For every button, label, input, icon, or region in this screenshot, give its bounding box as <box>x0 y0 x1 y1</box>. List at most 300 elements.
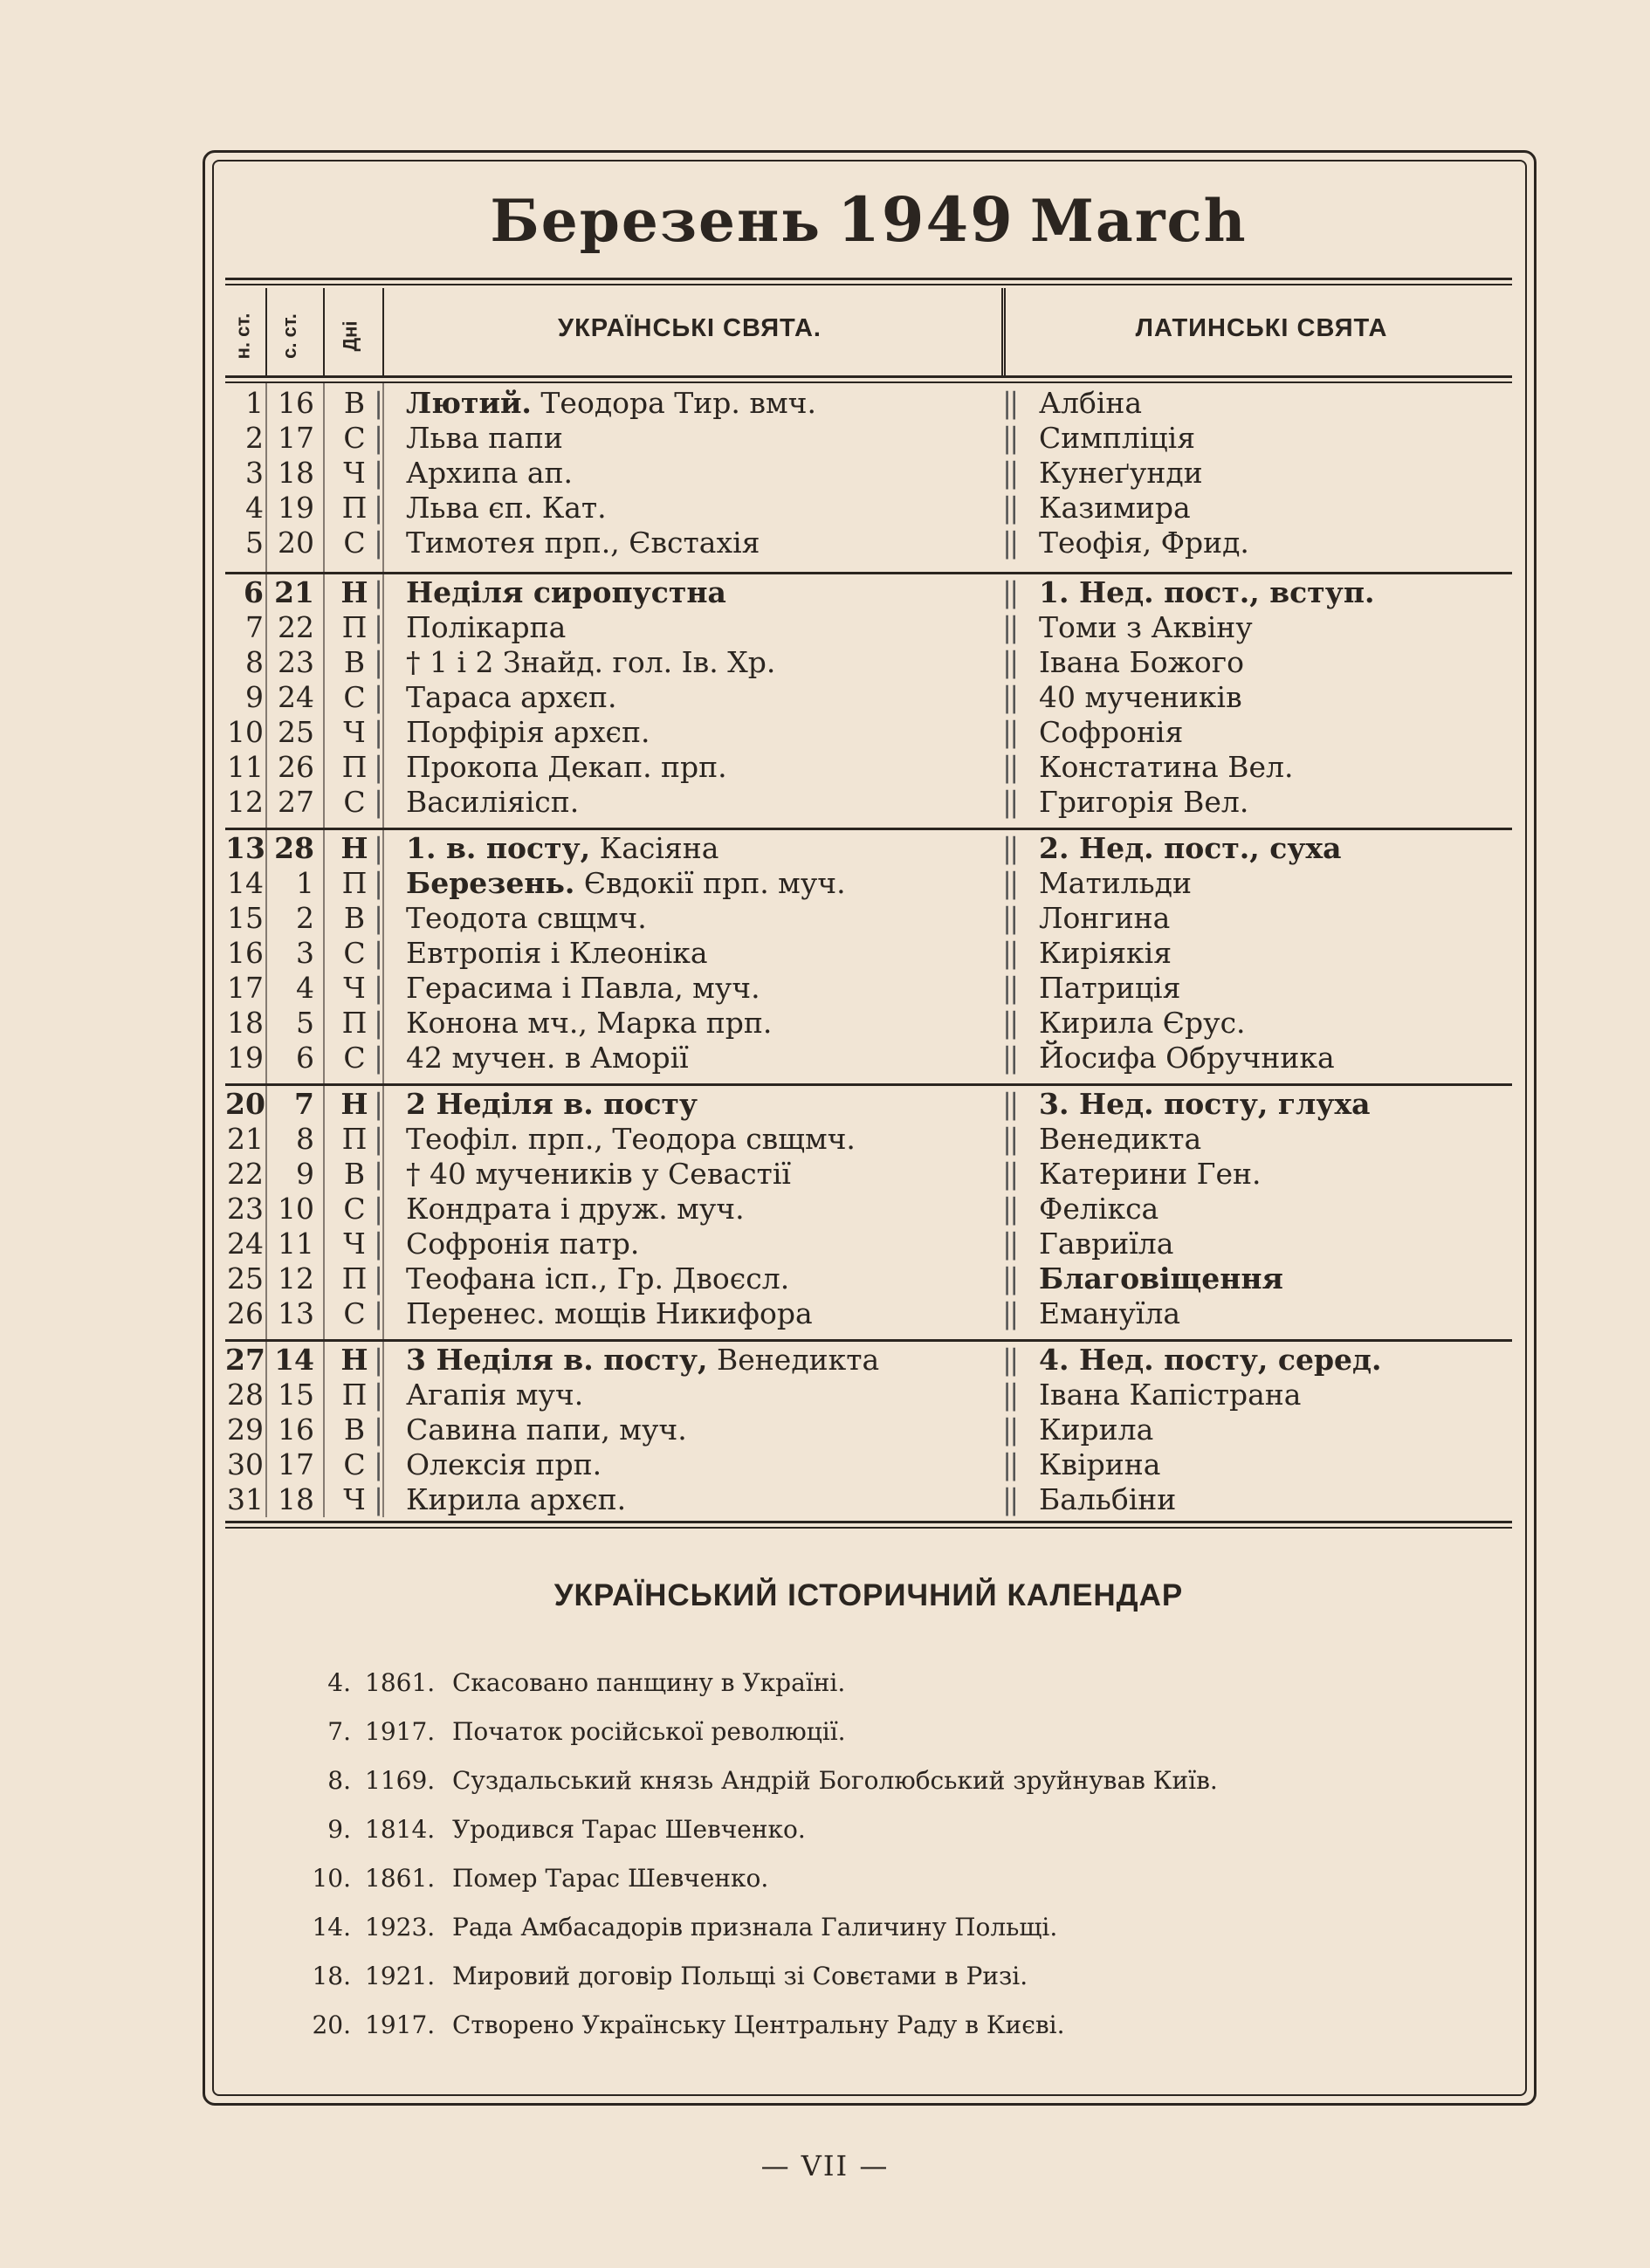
column-divider: | <box>374 971 384 1005</box>
column-divider: | <box>374 575 384 609</box>
table-row <box>225 971 1512 1006</box>
old-style-date: 10 <box>278 1192 314 1226</box>
old-style-date: 25 <box>278 715 314 749</box>
latin-holiday: Констатина Вел. <box>1039 750 1294 784</box>
latin-holiday: Киріякія <box>1039 936 1172 970</box>
latin-holiday: 4. Нед. посту, серед. <box>1039 1343 1382 1377</box>
column-divider: | <box>374 386 384 420</box>
weekday: Ч <box>343 1482 366 1516</box>
column-rule <box>265 382 267 1517</box>
latin-holiday: Івана Капістрана <box>1039 1378 1302 1412</box>
history-text: Суздальський князь Андрій Боголюбський зруйнував Київ. <box>452 1766 1218 1795</box>
old-style-date: 16 <box>278 1412 314 1447</box>
history-text: Уродився Тарас Шевченко. <box>452 1815 806 1844</box>
column-divider: | <box>374 715 384 749</box>
new-style-date: 3 <box>245 456 264 490</box>
weekday: В <box>343 901 366 935</box>
column-divider: | <box>374 866 384 900</box>
table-row <box>225 575 1512 610</box>
latin-holiday: Квірина <box>1039 1447 1161 1481</box>
new-style-date: 15 <box>227 901 264 935</box>
ukrainian-holiday: Кондрата і друж. муч. <box>406 1192 745 1226</box>
column-divider: | <box>374 750 384 784</box>
week-separator <box>225 1339 1512 1342</box>
weekday: В <box>343 1412 366 1447</box>
title-month-en: March <box>1029 187 1248 255</box>
latin-holiday: Григорія Вел. <box>1039 785 1249 819</box>
ukrainian-holiday: Неділя сиропустна <box>406 575 726 609</box>
history-item <box>297 1666 1475 1701</box>
table-row <box>225 1378 1512 1412</box>
column-divider: | <box>374 1296 384 1330</box>
history-text: Рада Амбасадорів признала Галичину Польщі. <box>452 1913 1058 1942</box>
latin-holiday: Йосифа Обручника <box>1039 1041 1335 1075</box>
ukrainian-holiday: 42 мучен. в Аморії <box>406 1041 689 1075</box>
column-divider: || <box>1002 1157 1017 1191</box>
new-style-date: 27 <box>225 1343 265 1377</box>
ukrainian-holiday: Тимотея прп., Євстахія <box>406 526 760 560</box>
header-divider <box>265 288 267 375</box>
ukrainian-holiday: Софронія патр. <box>406 1227 640 1261</box>
ukrainian-holiday: Тараса архєп. <box>406 680 617 714</box>
latin-holiday: Івана Божого <box>1039 645 1244 679</box>
table-row <box>225 1041 1512 1076</box>
latin-holiday: Софронія <box>1039 715 1184 749</box>
history-year: 1917. <box>365 1717 436 1746</box>
history-item <box>297 1959 1475 1994</box>
new-style-date: 4 <box>245 491 264 525</box>
ukrainian-holiday: Березень. Євдокії прп. муч. <box>406 866 846 900</box>
latin-holiday: Томи з Аквіну <box>1039 610 1253 644</box>
weekday: П <box>341 866 368 900</box>
table-row <box>225 1227 1512 1261</box>
title-year: 1949 <box>837 183 1014 256</box>
latin-holiday: Гавриїла <box>1039 1227 1174 1261</box>
column-divider: || <box>1002 1122 1017 1156</box>
column-divider: || <box>1002 491 1017 525</box>
ukrainian-holiday: † 40 мучеників у Севастії <box>406 1157 791 1191</box>
column-divider: | <box>374 1261 384 1296</box>
old-style-date: 18 <box>278 1482 314 1516</box>
column-divider: | <box>374 680 384 714</box>
column-divider: || <box>1002 1261 1017 1296</box>
column-divider: || <box>1002 1378 1017 1412</box>
new-style-date: 22 <box>227 1157 264 1191</box>
table-bottom-rule <box>225 1521 1512 1529</box>
table-row <box>225 610 1512 645</box>
ukrainian-holiday: Льва папи <box>406 421 563 455</box>
new-style-date: 1 <box>245 386 264 420</box>
history-title: УКРАЇНСЬКИЙ ІСТОРИЧНИЙ КАЛЕНДАР <box>553 1578 1184 1612</box>
ukrainian-holiday: Кирила архєп. <box>406 1482 627 1516</box>
weekday: Ч <box>343 1227 366 1261</box>
column-divider: | <box>374 645 384 679</box>
column-divider: | <box>374 901 384 935</box>
ukrainian-holiday: Савина папи, муч. <box>406 1412 687 1447</box>
column-divider: | <box>374 1041 384 1075</box>
weekday: Ч <box>343 456 366 490</box>
weekday: П <box>341 1378 368 1412</box>
history-year: 1814. <box>365 1815 436 1844</box>
column-divider: || <box>1002 1447 1017 1481</box>
table-row <box>225 456 1512 491</box>
latin-holiday: Албіна <box>1039 386 1143 420</box>
table-row <box>225 901 1512 936</box>
table-row <box>225 386 1512 421</box>
latin-holiday: Кирила <box>1039 1412 1154 1447</box>
new-style-date: 7 <box>245 610 264 644</box>
column-divider: | <box>374 936 384 970</box>
history-text: Скасовано панщину в Україні. <box>452 1668 846 1697</box>
new-style-date: 8 <box>245 645 264 679</box>
history-year: 1921. <box>365 1962 436 1990</box>
history-day: 4. <box>327 1668 351 1697</box>
ukrainian-holiday: Перенес. мощів Никифора <box>406 1296 813 1330</box>
table-row <box>225 936 1512 971</box>
history-item <box>297 1763 1475 1798</box>
ukrainian-holiday: Теодота свщмч. <box>406 901 647 935</box>
column-divider: | <box>374 1006 384 1040</box>
title-month-ua: Березень <box>490 187 822 255</box>
weekday: Ч <box>343 971 366 1005</box>
history-year: 1861. <box>365 1668 436 1697</box>
old-style-date: 17 <box>278 1447 314 1481</box>
ukrainian-holiday: Теофана ісп., Гр. Двоєсл. <box>406 1261 790 1296</box>
latin-holiday: 2. Нед. пост., суха <box>1039 831 1342 865</box>
new-style-date: 23 <box>227 1192 264 1226</box>
old-style-date: 21 <box>274 575 314 609</box>
weekday: С <box>343 936 366 970</box>
new-style-date: 11 <box>227 750 264 784</box>
table-row <box>225 1157 1512 1192</box>
weekday: Н <box>340 1343 368 1377</box>
ukrainian-holiday: Василіяісп. <box>406 785 580 819</box>
weekday: Н <box>340 1087 368 1121</box>
history-year: 1923. <box>365 1913 436 1942</box>
new-style-date: 20 <box>225 1087 265 1121</box>
header-latin-holidays: ЛАТИНСЬКІ СВЯТА <box>1135 314 1388 342</box>
column-divider: || <box>1002 866 1017 900</box>
new-style-date: 31 <box>227 1482 264 1516</box>
ukrainian-holiday: Агапія муч. <box>406 1378 584 1412</box>
table-row <box>225 785 1512 820</box>
table-row <box>225 1006 1512 1041</box>
old-style-date: 24 <box>278 680 314 714</box>
column-divider: | <box>374 1482 384 1516</box>
weekday: В <box>343 386 366 420</box>
old-style-date: 8 <box>296 1122 314 1156</box>
history-text: Мировий договір Польщі зі Совєтами в Ризі. <box>452 1962 1028 1990</box>
column-divider: || <box>1002 610 1017 644</box>
latin-holiday: Лонгина <box>1039 901 1171 935</box>
table-row <box>225 421 1512 456</box>
column-divider: || <box>1002 1482 1017 1516</box>
history-text: Початок російської революції. <box>452 1717 846 1746</box>
column-divider: || <box>1002 750 1017 784</box>
weekday: В <box>343 645 366 679</box>
ukrainian-holiday: 3 Неділя в. посту, Венедикта <box>406 1343 880 1377</box>
weekday: С <box>343 1296 366 1330</box>
new-style-date: 16 <box>227 936 264 970</box>
header-divider-double <box>1001 288 1006 375</box>
ukrainian-holiday: † 1 і 2 Знайд. гол. Ів. Хр. <box>406 645 776 679</box>
ukrainian-holiday: Герасима і Павла, муч. <box>406 971 760 1005</box>
column-divider: | <box>374 785 384 819</box>
old-style-date: 27 <box>278 785 314 819</box>
page-title <box>227 183 1510 256</box>
old-style-date: 26 <box>278 750 314 784</box>
latin-holiday: Теофія, Фрид. <box>1039 526 1249 560</box>
column-divider: || <box>1002 1192 1017 1226</box>
new-style-date: 25 <box>227 1261 264 1296</box>
history-day: 7. <box>327 1717 351 1746</box>
latin-holiday: Казимира <box>1039 491 1191 525</box>
table-row <box>225 750 1512 785</box>
table-row <box>225 1447 1512 1482</box>
latin-holiday: Катерини Ген. <box>1039 1157 1262 1191</box>
week-separator <box>225 572 1512 574</box>
ukrainian-holiday: Полікарпа <box>406 610 567 644</box>
latin-holiday: 3. Нед. посту, глуха <box>1039 1087 1371 1121</box>
new-style-date: 14 <box>227 866 264 900</box>
column-divider: || <box>1002 785 1017 819</box>
ukrainian-holiday: Льва єп. Кат. <box>406 491 607 525</box>
week-separator <box>225 828 1512 830</box>
table-row <box>225 526 1512 560</box>
weekday: Н <box>340 575 368 609</box>
old-style-date: 14 <box>274 1343 314 1377</box>
new-style-date: 17 <box>227 971 264 1005</box>
column-divider: | <box>374 1087 384 1121</box>
old-style-date: 9 <box>296 1157 314 1191</box>
column-divider: | <box>374 456 384 490</box>
new-style-date: 12 <box>227 785 264 819</box>
column-divider: | <box>374 831 384 865</box>
old-style-date: 28 <box>274 831 314 865</box>
column-divider: || <box>1002 936 1017 970</box>
table-row <box>225 680 1512 715</box>
column-divider: | <box>374 491 384 525</box>
old-style-date: 15 <box>278 1378 314 1412</box>
ukrainian-holiday: 1. в. посту, Касіяна <box>406 831 719 865</box>
column-divider: | <box>374 1412 384 1447</box>
history-day: 9. <box>327 1815 351 1844</box>
header-old-style: с. ст. <box>278 313 300 359</box>
history-year: 1861. <box>365 1864 436 1893</box>
column-divider: | <box>374 1192 384 1226</box>
old-style-date: 13 <box>278 1296 314 1330</box>
old-style-date: 2 <box>296 901 314 935</box>
column-divider: || <box>1002 1343 1017 1377</box>
table-row <box>225 1087 1512 1122</box>
old-style-date: 7 <box>294 1087 314 1121</box>
table-row <box>225 831 1512 866</box>
page-number: — VII — <box>760 2149 890 2182</box>
header-divider <box>323 288 325 375</box>
history-year: 1917. <box>365 2010 436 2039</box>
column-divider: || <box>1002 1041 1017 1075</box>
column-divider: | <box>374 1447 384 1481</box>
old-style-date: 12 <box>278 1261 314 1296</box>
new-style-date: 29 <box>227 1412 264 1447</box>
column-divider: | <box>374 421 384 455</box>
weekday: П <box>341 610 368 644</box>
history-item <box>297 1910 1475 1945</box>
column-divider: || <box>1002 1087 1017 1121</box>
week-separator <box>225 1083 1512 1086</box>
ukrainian-holiday: Прокопа Декап. прп. <box>406 750 727 784</box>
column-divider: || <box>1002 715 1017 749</box>
latin-holiday: 40 мучеників <box>1039 680 1242 714</box>
weekday: С <box>343 680 366 714</box>
old-style-date: 3 <box>296 936 314 970</box>
ukrainian-holiday: Теофіл. прп., Теодора свщмч. <box>406 1122 856 1156</box>
table-row <box>225 1343 1512 1378</box>
new-style-date: 28 <box>227 1378 264 1412</box>
new-style-date: 13 <box>225 831 265 865</box>
old-style-date: 6 <box>296 1041 314 1075</box>
column-divider: || <box>1002 680 1017 714</box>
header-bottom-rule <box>225 375 1512 383</box>
weekday: Ч <box>343 715 366 749</box>
new-style-date: 19 <box>227 1041 264 1075</box>
old-style-date: 20 <box>278 526 314 560</box>
history-item <box>297 1812 1475 1847</box>
old-style-date: 4 <box>296 971 314 1005</box>
weekday: П <box>341 1122 368 1156</box>
history-item <box>297 1715 1475 1749</box>
table-row <box>225 1192 1512 1227</box>
weekday: С <box>343 785 366 819</box>
weekday: П <box>341 750 368 784</box>
latin-holiday: Матильди <box>1039 866 1192 900</box>
weekday: П <box>341 1261 368 1296</box>
table-row <box>225 866 1512 901</box>
ukrainian-holiday: Архипа ап. <box>406 456 574 490</box>
header-days: Дні <box>339 320 361 352</box>
latin-holiday: Бальбіни <box>1039 1482 1177 1516</box>
new-style-date: 5 <box>245 526 264 560</box>
column-divider: | <box>374 1122 384 1156</box>
weekday: С <box>343 1041 366 1075</box>
table-row <box>225 491 1512 526</box>
history-item <box>297 1861 1475 1896</box>
old-style-date: 17 <box>278 421 314 455</box>
old-style-date: 5 <box>296 1006 314 1040</box>
weekday: Н <box>340 831 368 865</box>
column-divider: || <box>1002 1412 1017 1447</box>
weekday: С <box>343 526 366 560</box>
table-row <box>225 1261 1512 1296</box>
latin-holiday: Патриція <box>1039 971 1181 1005</box>
old-style-date: 18 <box>278 456 314 490</box>
latin-holiday: Кирила Єрус. <box>1039 1006 1246 1040</box>
old-style-date: 23 <box>278 645 314 679</box>
new-style-date: 10 <box>227 715 264 749</box>
latin-holiday: Симпліція <box>1039 421 1196 455</box>
column-divider: || <box>1002 575 1017 609</box>
new-style-date: 2 <box>245 421 264 455</box>
new-style-date: 26 <box>227 1296 264 1330</box>
history-item <box>297 2008 1475 2043</box>
history-day: 10. <box>312 1864 351 1893</box>
table-row <box>225 715 1512 750</box>
new-style-date: 24 <box>227 1227 264 1261</box>
header-top-rule <box>225 278 1512 285</box>
table-row <box>225 645 1512 680</box>
latin-holiday: Благовіщення <box>1039 1261 1283 1296</box>
column-divider: | <box>374 1378 384 1412</box>
new-style-date: 18 <box>227 1006 264 1040</box>
column-divider: | <box>374 1227 384 1261</box>
column-divider: || <box>1002 386 1017 420</box>
column-divider: | <box>374 526 384 560</box>
table-row <box>225 1296 1512 1331</box>
ukrainian-holiday: Порфірія архєп. <box>406 715 650 749</box>
weekday: П <box>341 1006 368 1040</box>
column-divider: | <box>374 1157 384 1191</box>
latin-holiday: 1. Нед. пост., вступ. <box>1039 575 1375 609</box>
header-ukrainian-holidays: УКРАЇНСЬКІ СВЯТА. <box>558 314 822 342</box>
history-text: Помер Тарас Шевченко. <box>452 1864 769 1893</box>
header-divider <box>382 288 384 375</box>
column-divider: | <box>374 1343 384 1377</box>
new-style-date: 30 <box>227 1447 264 1481</box>
old-style-date: 11 <box>278 1227 314 1261</box>
latin-holiday: Фелікса <box>1039 1192 1159 1226</box>
column-divider: || <box>1002 971 1017 1005</box>
column-divider: || <box>1002 645 1017 679</box>
table-row <box>225 1412 1512 1447</box>
old-style-date: 19 <box>278 491 314 525</box>
history-day: 20. <box>312 2010 351 2039</box>
latin-holiday: Венедикта <box>1039 1122 1202 1156</box>
weekday: С <box>343 1192 366 1226</box>
history-day: 14. <box>312 1913 351 1942</box>
column-divider: || <box>1002 901 1017 935</box>
table-row <box>225 1482 1512 1517</box>
weekday: П <box>341 491 368 525</box>
history-day: 8. <box>327 1766 351 1795</box>
ukrainian-holiday: 2 Неділя в. посту <box>406 1087 698 1121</box>
old-style-date: 16 <box>278 386 314 420</box>
new-style-date: 21 <box>227 1122 264 1156</box>
weekday: С <box>343 1447 366 1481</box>
column-divider: || <box>1002 456 1017 490</box>
ukrainian-holiday: Олексія прп. <box>406 1447 602 1481</box>
history-year: 1169. <box>365 1766 436 1795</box>
history-day: 18. <box>312 1962 351 1990</box>
latin-holiday: Кунеґунди <box>1039 456 1203 490</box>
column-divider: || <box>1002 526 1017 560</box>
column-divider: || <box>1002 831 1017 865</box>
column-rule <box>323 382 325 1517</box>
column-divider: || <box>1002 1296 1017 1330</box>
column-divider: | <box>374 610 384 644</box>
old-style-date: 22 <box>278 610 314 644</box>
ukrainian-holiday: Лютий. Теодора Тир. вмч. <box>406 386 816 420</box>
column-divider: || <box>1002 1006 1017 1040</box>
column-divider: || <box>1002 1227 1017 1261</box>
weekday: В <box>343 1157 366 1191</box>
ukrainian-holiday: Конона мч., Марка прп. <box>406 1006 773 1040</box>
latin-holiday: Емануїла <box>1039 1296 1181 1330</box>
table-row <box>225 1122 1512 1157</box>
new-style-date: 6 <box>244 575 264 609</box>
column-divider: || <box>1002 421 1017 455</box>
weekday: С <box>343 421 366 455</box>
ukrainian-holiday: Евтропія і Клеоніка <box>406 936 708 970</box>
